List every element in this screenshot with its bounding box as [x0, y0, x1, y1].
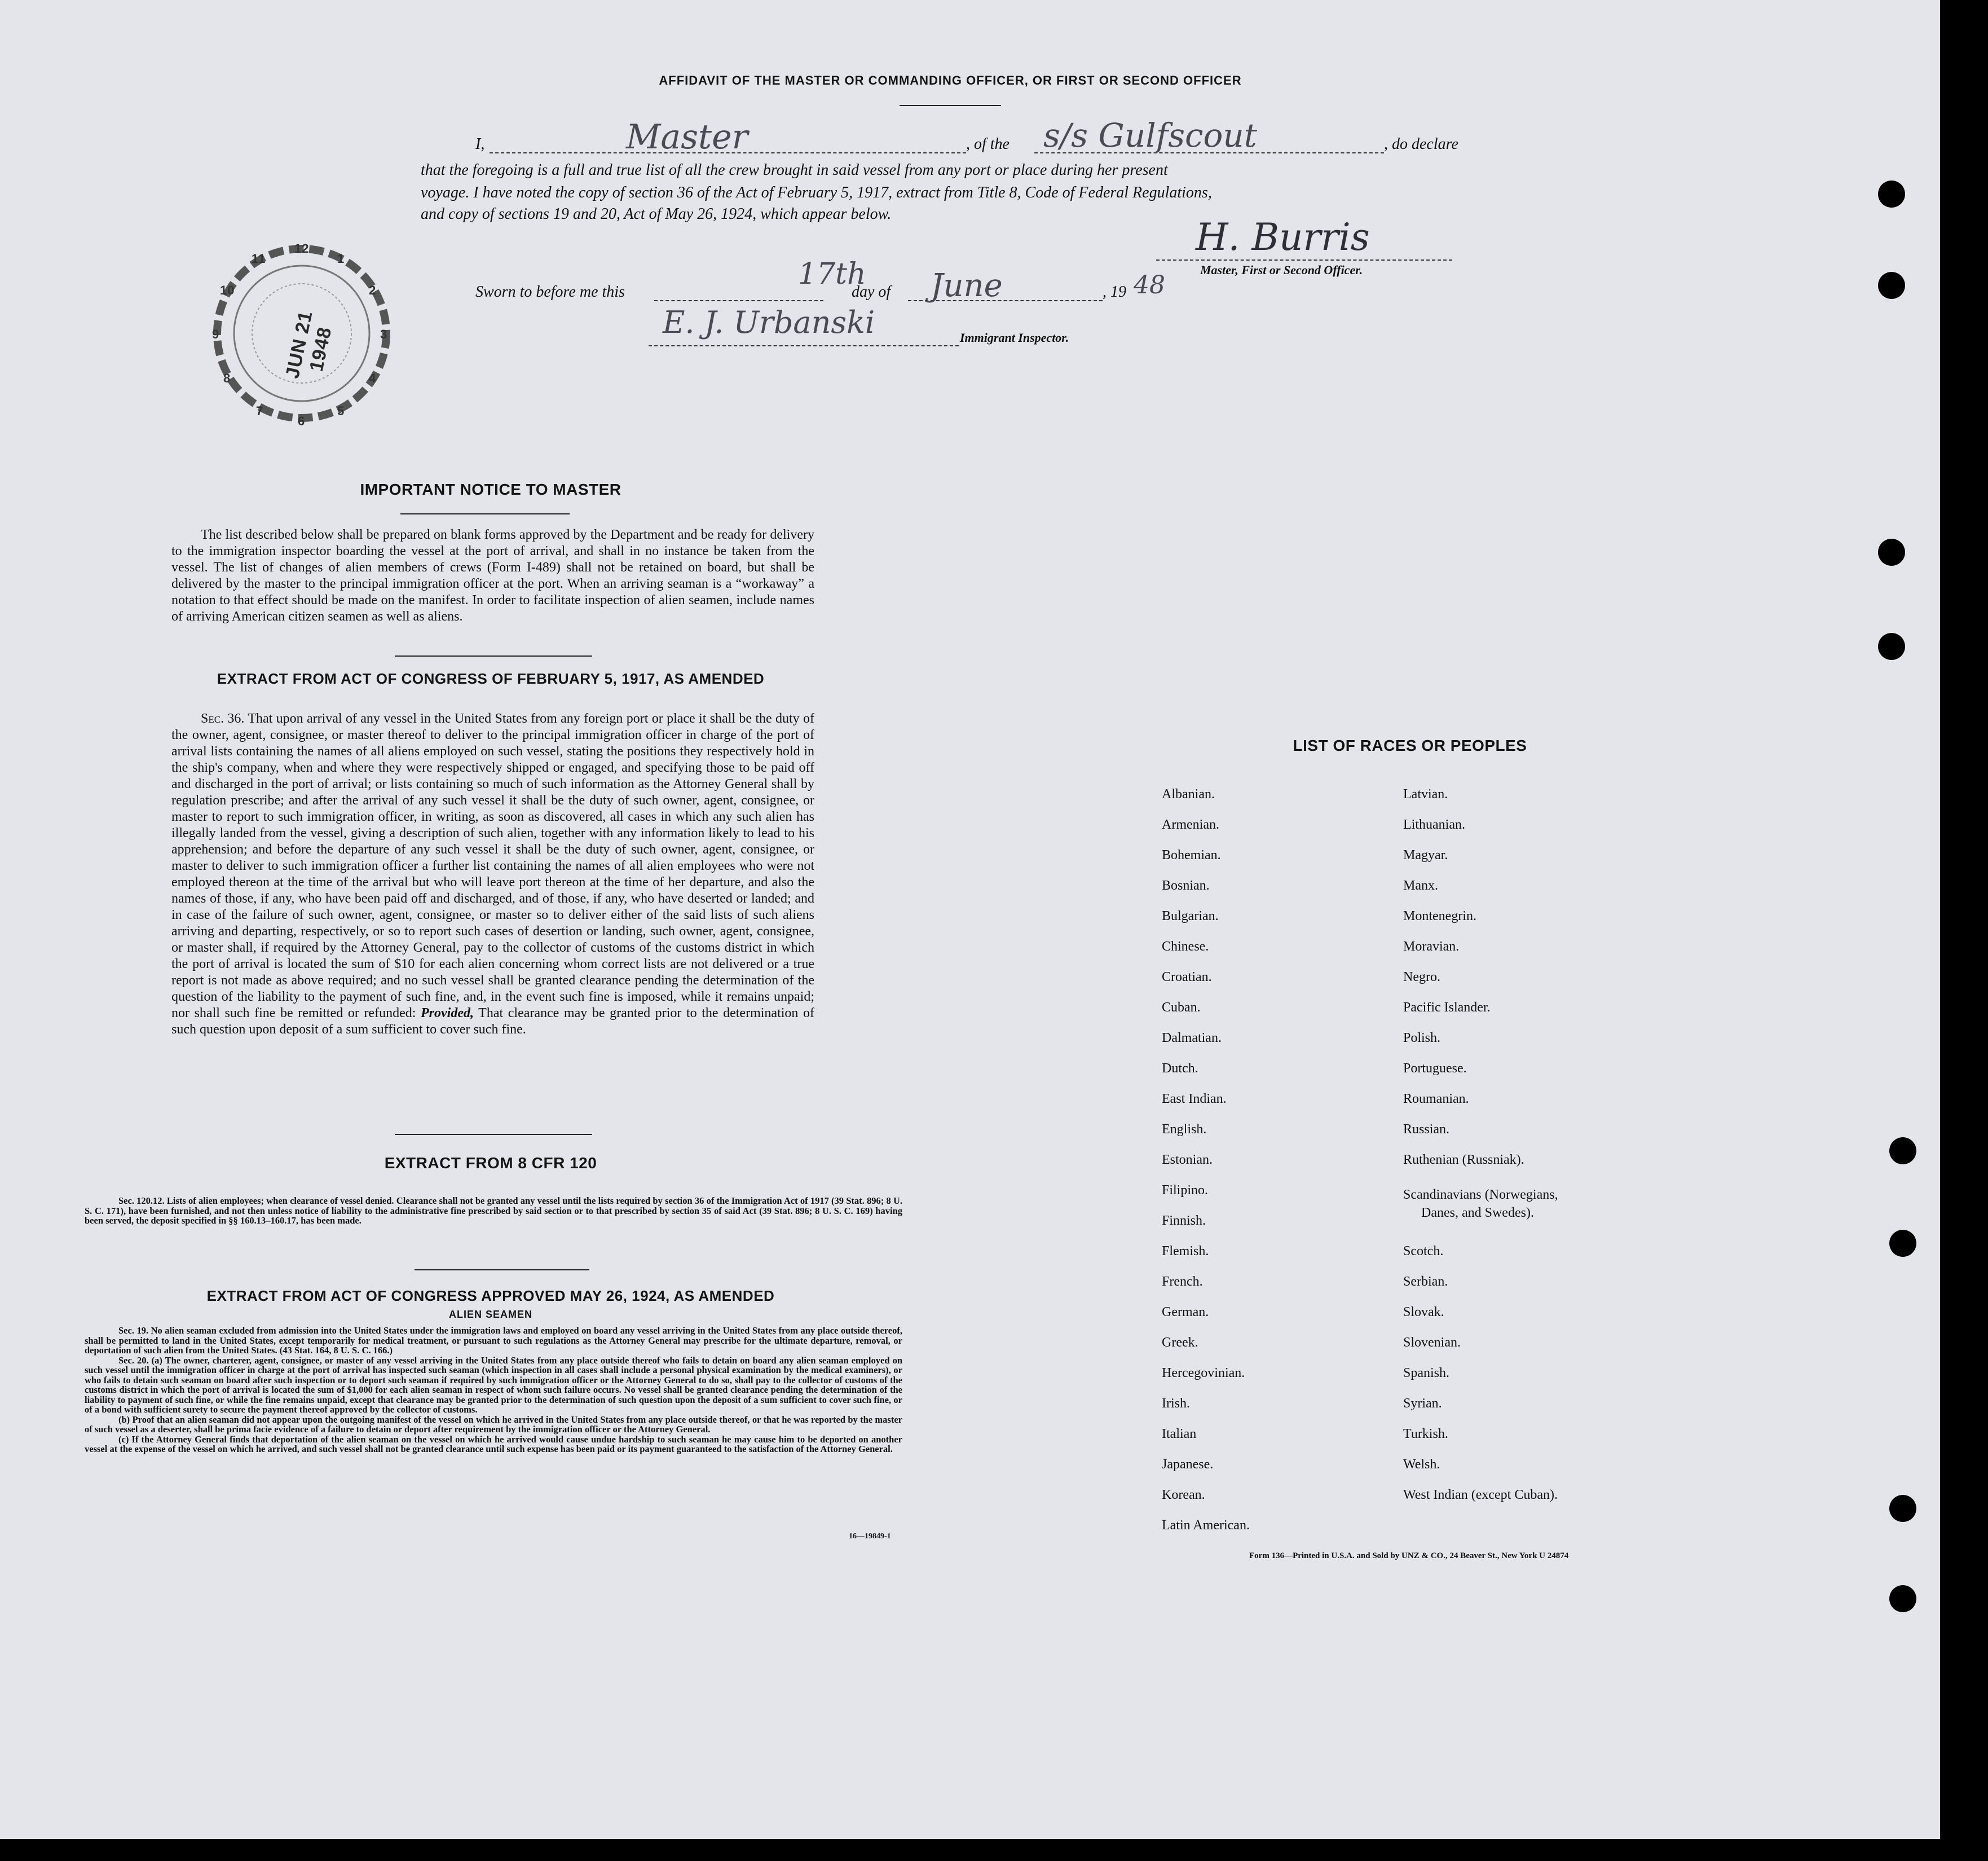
race-left-5: Bulgarian. [1162, 909, 1219, 923]
race-left-6: Chinese. [1162, 939, 1209, 954]
race-right-13: Ruthenian (Russniak). [1403, 1152, 1524, 1167]
race-left-4: Bosnian. [1162, 878, 1210, 893]
sworn-label: Sworn to before me this [475, 283, 625, 301]
date-stamp [209, 240, 395, 426]
race-left-2: Armenian. [1162, 817, 1219, 832]
declaration-line-3: and copy of sections 19 and 20, Act of May 26, 1924, which appear below. [421, 205, 892, 223]
stamp-number-2: 2 [369, 283, 377, 297]
race-left-23: Japanese. [1162, 1457, 1214, 1472]
race-right-16: Serbian. [1403, 1274, 1448, 1289]
punch-hole-2 [1878, 272, 1905, 299]
stamp-number-3: 3 [380, 327, 388, 341]
extract-1917-provided: Provided, [421, 1006, 474, 1020]
extract-1917-text-b: That clearance may be granted prior to the determination of such question upon deposit of a sum sufficient to cover such fine. [171, 1006, 814, 1037]
race-right-4: Manx. [1403, 878, 1438, 893]
signature-caption: Master, First or Second Officer. [1200, 263, 1363, 277]
race-left-19: Greek. [1162, 1335, 1198, 1350]
race-right-20: Syrian. [1403, 1396, 1442, 1411]
race-right-8: Pacific Islander. [1403, 1000, 1491, 1015]
race-right-12: Russian. [1403, 1122, 1450, 1137]
race-left-17: French. [1162, 1274, 1203, 1289]
extract-1924-sec20c: (c) If the Attorney General finds that deportation of the alien seaman on the vessel on which he arrived would cause undue hardship to such seaman he may cause him to be deported on another vessel at the expense of the vessel on which he arrived, and such vessel shall not be granted clearance until such expense has been paid or its payment guaranteed to the satisfaction of the Attorney General. [85, 1433, 902, 1454]
stamp-number-10: 10 [220, 283, 235, 297]
notice-rule [400, 513, 570, 514]
day-blank [654, 300, 823, 301]
inspector-blank [649, 345, 959, 346]
punch-hole-3 [1878, 539, 1905, 566]
race-right-2: Lithuanian. [1403, 817, 1465, 832]
race-left-21: Irish. [1162, 1396, 1190, 1411]
extract-1917-body [171, 711, 814, 1038]
punch-hole-8 [1889, 1585, 1916, 1612]
day-of-label: day of [852, 283, 891, 301]
punch-hole-1 [1878, 181, 1905, 208]
inspector-signature: E. J. Urbanski [663, 305, 875, 340]
race-left-15: Finnish. [1162, 1213, 1206, 1228]
inspector-caption: Immigrant Inspector. [960, 331, 1069, 345]
extract-1924-title: EXTRACT FROM ACT OF CONGRESS APPROVED MAY 26, 1924, AS AMENDED [206, 1287, 775, 1304]
race-right-19: Spanish. [1403, 1366, 1450, 1380]
race-left-13: Estonian. [1162, 1152, 1213, 1167]
extract-1917-end-rule [395, 1134, 592, 1135]
vessel-handwritten: s/s Gulfscout [1043, 116, 1258, 155]
race-right-3: Magyar. [1403, 848, 1448, 863]
cfr-end-rule [415, 1269, 589, 1270]
affidavit-title: AFFIDAVIT OF THE MASTER OR COMMANDING OFFICER, OR FIRST OR SECOND OFFICER [659, 73, 1242, 87]
race-right-21: Turkish. [1403, 1427, 1448, 1441]
signature-blank [1156, 259, 1452, 261]
stamp-number-12: 12 [294, 241, 310, 256]
race-right-17: Slovak. [1403, 1305, 1444, 1319]
punch-hole-7 [1889, 1495, 1916, 1522]
of-the-label: , of the [966, 135, 1010, 153]
race-right-23: West Indian (except Cuban). [1403, 1488, 1558, 1502]
race-left-10: Dutch. [1162, 1061, 1198, 1076]
declaration-line-1: that the foregoing is a full and true list of all the crew brought in said vessel from any port or place during her present [421, 161, 1168, 179]
race-left-22: Italian [1162, 1427, 1197, 1441]
year-prefix: , 19 [1103, 283, 1126, 301]
race-right-18: Slovenian. [1403, 1335, 1461, 1350]
do-declare-label: , do declare [1384, 135, 1458, 153]
punch-hole-5 [1889, 1137, 1916, 1164]
stamp-number-9: 9 [212, 327, 220, 341]
extract-1917-text-a: That upon arrival of any vessel in the United States from any foreign port or place it shall be the duty of the owner, agent, consignee, or master thereof to deliver to the principal immigration officer in charge of the port of arrival lists containing the names of all aliens employed on such vessel, stating the positions they respectively hold in the ship's company, when and where they were respectively shipped or engaged, and specifying those to be paid off and discharged in the port of arrival; or lists containing so much of such information as the Attorney General shall by regulation prescribe; and after the arrival of any such vessel it shall be the duty of such owner, agent, consignee, or master to report to such immigration officer, in writing, as soon as discovered, all cases in which any such alien has illegally landed from the vessel, giving a description of such alien, together with any information likely to lead to his apprehension; and before the departure of any such vessel it shall be the duty of such owner, agent, consignee, or master to deliver to such immigration officer a further list containing the names of all alien employees who were not employed thereon at the time of the arrival but who will leave port thereon at the time of her departure, and also the names of those, if any, who have been paid off and discharged, and of those, if any, who have deserted or landed; and in case of the failure of such owner, agent, consignee, or master so to deliver either of the said lists of such aliens arriving and departing, respectively, or so to report such cases of desertion or landing, such owner, agent, consignee, or master shall, if required by the Attorney General, pay to the collector of customs of the customs district in which the port of arrival is located the sum of $10 for each alien concerning whom correct lists are not delivered or a true report is not made as above required; and no such vessel shall be granted clearance pending the determination of the question of the liability to the payment of such fine, and, in the event such fine is imposed, while it remains unpaid; nor shall such fine be remitted or refunded: [171, 711, 814, 1020]
stamp-number-1: 1 [337, 252, 345, 266]
race-left-1: Albanian. [1162, 787, 1215, 802]
punch-hole-4 [1878, 633, 1905, 660]
stamp-date: JUN 21 1948 [281, 309, 336, 381]
stamp-number-6: 6 [298, 414, 306, 428]
race-left-16: Flemish. [1162, 1244, 1209, 1259]
race-left-20: Hercegovinian. [1162, 1366, 1245, 1380]
race-left-8: Cuban. [1162, 1000, 1201, 1015]
race-left-11: East Indian. [1162, 1092, 1227, 1106]
stamp-number-5: 5 [337, 404, 345, 418]
cfr-title: EXTRACT FROM 8 CFR 120 [384, 1154, 597, 1172]
notice-text: The list described below shall be prepared on blank forms approved by the Department and be ready for delivery to the immigration inspector boarding the vessel at the port of arrival, and shall in no instance be taken from the vessel. The list of changes of alien members of crews (Form I-489) shall not be retained on board, but shall be delivered by the master to the principal immigration officer at the port. When an arriving seaman is a “workaway” a notation to that effect should be made on the manifest. In order to facilitate inspection of alien seamen, include names of arriving American citizen seamen as well as aliens. [171, 527, 814, 624]
race-left-7: Croatian. [1162, 970, 1212, 984]
race-right-14: Scandinavians (Norwegians, [1403, 1187, 1558, 1202]
race-right-9: Polish. [1403, 1031, 1441, 1045]
punch-hole-6 [1889, 1230, 1916, 1257]
i-label: I, [475, 135, 485, 153]
form-note: Form 136—Printed in U.S.A. and Sold by UNZ & CO., 24 Beaver St., New York U 24874 [1249, 1551, 1569, 1560]
race-left-18: German. [1162, 1305, 1209, 1319]
race-left-14: Filipino. [1162, 1183, 1209, 1198]
extract-1924-subtitle: ALIEN SEAMEN [448, 1309, 532, 1320]
race-right-5: Montenegrin. [1403, 909, 1476, 923]
race-left-25: Latin American. [1162, 1518, 1250, 1533]
race-left-9: Dalmatian. [1162, 1031, 1222, 1045]
cfr-text: Sec. 120.12. Lists of alien employees; when clearance of vessel denied. Clearance shall not be granted any vessel until the lists required by section 36 of the Immigration Act of 1917 (39 Stat. 896; 8 U. S. C. 171), have been furnished, and not then unless notice of liability to the administrative fine prescribed by said section or to that prescribed by section 35 of said Act (39 Stat. 896; 8 U. S. C. 169) having been served, the deposit specified in §§ 160.13–160.17, has been made. [85, 1195, 902, 1226]
stamp-number-7: 7 [256, 404, 264, 418]
extract-1924-sec19: Sec. 19. No alien seaman excluded from admission into the United States under the immigration laws and employed on board any vessel arriving in the United States from any place outside thereof, shall be permitted to land in the United States, except temporarily for medical treatment, or pursuant to such regulations as the Attorney General may prescribe for the ultimate departure, removal, or deportation of such alien from the United States. (43 Stat. 164, 8 U. S. C. 166.) [85, 1325, 902, 1356]
extract-1924-sec20a: Sec. 20. (a) The owner, charterer, agent, consignee, or master of any vessel arriving in the United States from any place outside thereof who fails to detain on board any alien seaman employed on such vessel until the immigration officer in charge at the port of arrival has inspected such seaman (which inspection in all cases shall include a personal physical examination by the medical examiners), or who fails to detain such seaman on board after such inspection or to deport such seaman if required by such immigration officer or the Attorney General to do so, shall pay to the collector of customs of the customs district in which the port of arrival is located the sum of $1,000 for each alien seaman in respect of whom such failure occurs. No vessel shall be granted clearance pending the determination of the liability to payment of such fine, or while the fine remains unpaid, except that clearance may be granted prior to the determination of such question upon the deposit of a sum sufficient to cover such fine, or of a bond with sufficient surety to secure the payment thereof approved by the collector of customs. [85, 1354, 902, 1415]
master-handwritten: Master [626, 117, 748, 157]
day-handwritten: 17th [798, 257, 866, 291]
declaration-line-2: voyage. I have noted the copy of section 36 of the Act of February 5, 1917, extract from Title 8, Code of Federal Regulations, [421, 184, 1212, 201]
race-left-3: Bohemian. [1162, 848, 1221, 863]
race-right-1: Latvian. [1403, 787, 1448, 802]
extract-1924-sec20b: (b) Proof that an alien seaman did not appear upon the outgoing manifest of the vessel on which he arrived in the United States from any place outside thereof, or that he was reported by the master of such vessel as a deserter, shall be prima facie evidence of a failure to detain or deport after requirement by the immigration officer or the Attorney General. [85, 1414, 902, 1435]
notice-title: IMPORTANT NOTICE TO MASTER [360, 481, 621, 498]
race-right-15: Scotch. [1403, 1244, 1444, 1259]
year-handwritten: 48 [1134, 271, 1165, 300]
month-handwritten: June [931, 267, 1003, 304]
stamp-number-11: 11 [252, 252, 266, 266]
master-signature: H. Burris [1196, 215, 1370, 259]
race-right-10: Portuguese. [1403, 1061, 1467, 1076]
race-left-24: Korean. [1162, 1488, 1205, 1502]
stamp-number-8: 8 [223, 371, 231, 385]
notice-end-rule [395, 655, 592, 657]
race-right-11: Roumanian. [1403, 1092, 1469, 1106]
race-right-7: Negro. [1403, 970, 1440, 984]
extract-1917-sec-label: Sec. 36. [201, 711, 245, 726]
races-title: LIST OF RACES OR PEOPLES [1293, 737, 1527, 754]
extract-1917-title: EXTRACT FROM ACT OF CONGRESS OF FEBRUARY 5, 1917, AS AMENDED [217, 670, 765, 687]
title-rule [900, 105, 1001, 106]
race-right-6: Moravian. [1403, 939, 1460, 954]
race-left-12: English. [1162, 1122, 1207, 1137]
race-right-22: Welsh. [1403, 1457, 1440, 1472]
extract-1924-code: 16—19849-1 [849, 1532, 891, 1541]
stamp-number-4: 4 [369, 371, 377, 385]
race-right-14b: Danes, and Swedes). [1421, 1206, 1534, 1220]
